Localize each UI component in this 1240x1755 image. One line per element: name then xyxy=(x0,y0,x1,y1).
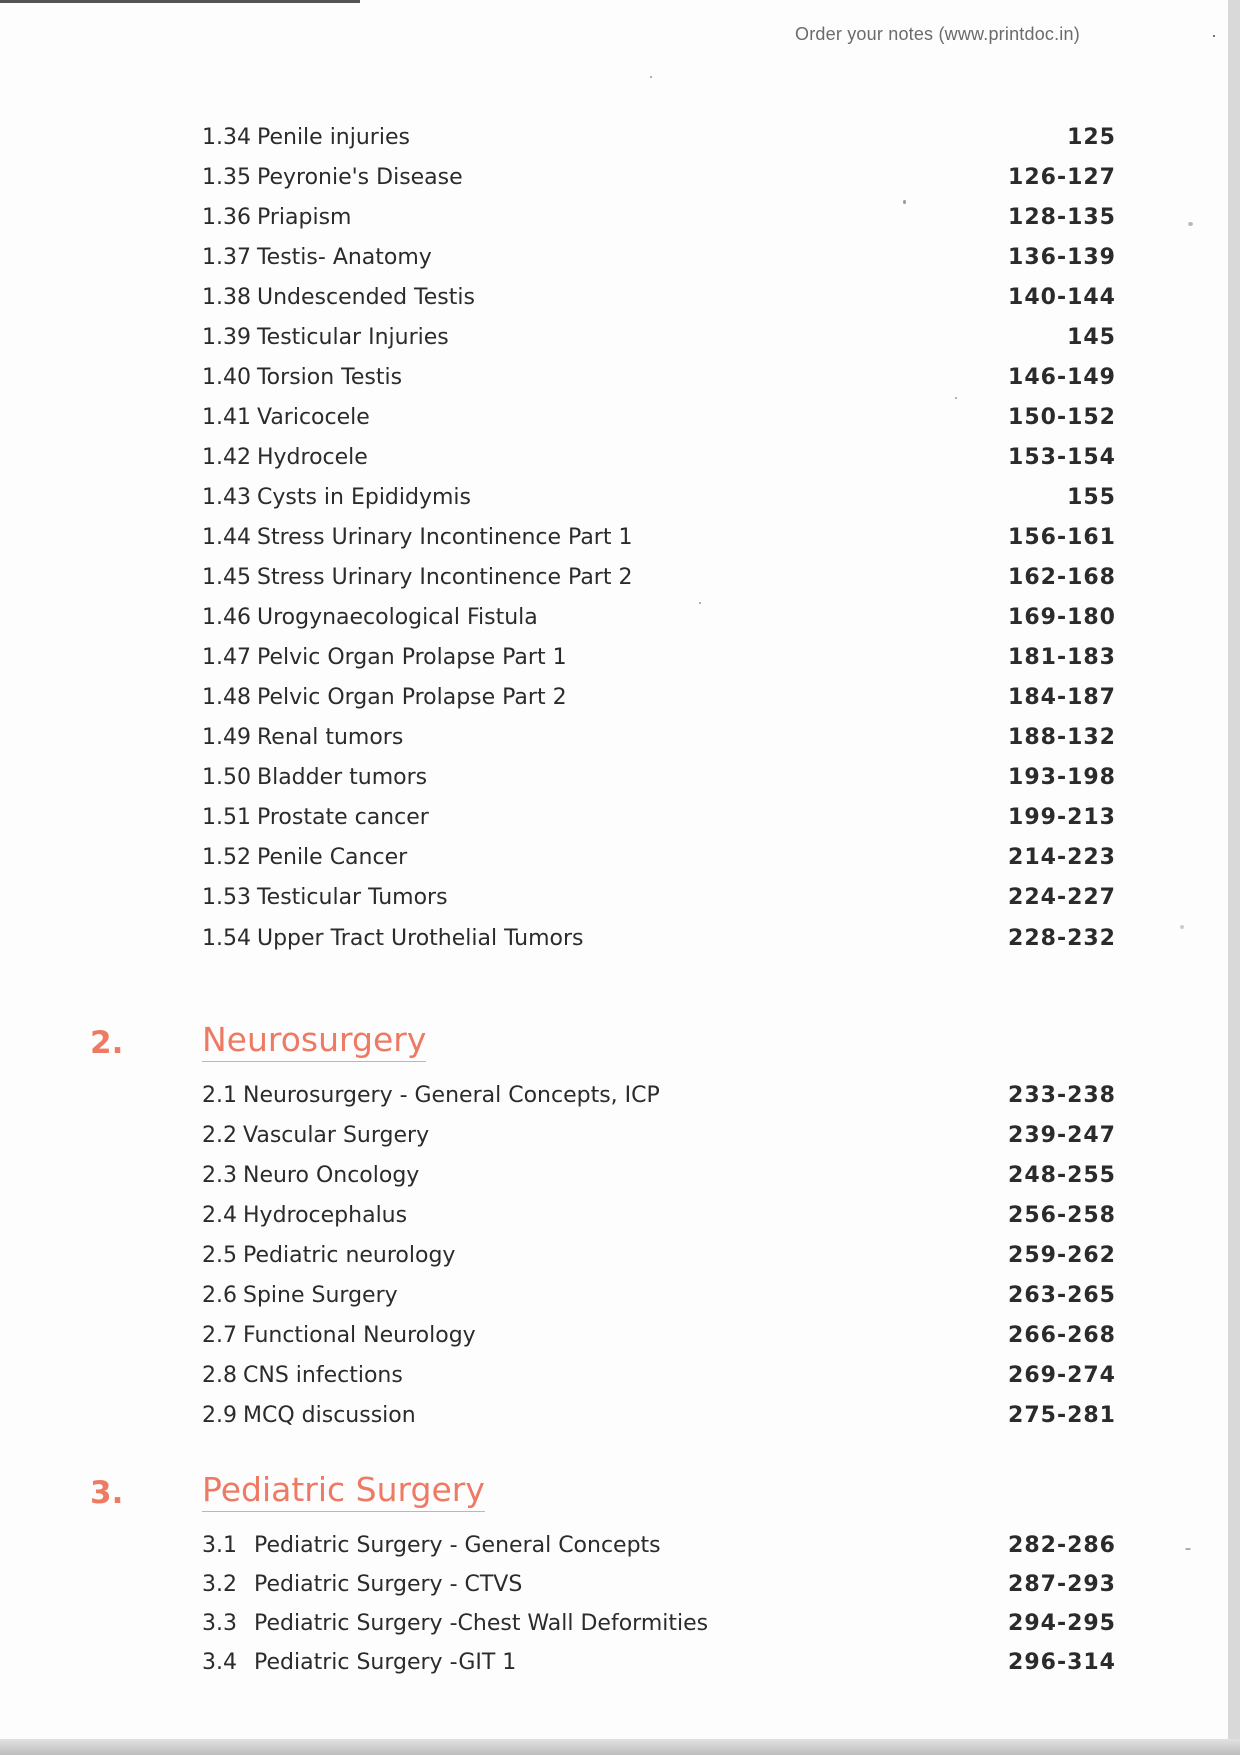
toc-row xyxy=(202,1118,1116,1154)
header-note: Order your notes (www.printdoc.in) xyxy=(795,24,1080,44)
toc-row xyxy=(202,480,1116,516)
toc-title: Priapism xyxy=(256,205,352,230)
toc-pages: 153-154 xyxy=(1008,445,1116,470)
toc-title: Testicular Tumors xyxy=(256,885,448,910)
toc-title: Testicular Injuries xyxy=(256,325,449,350)
toc-number: 3.4 xyxy=(202,1650,237,1675)
toc-row xyxy=(202,800,1116,836)
toc-number: 1.38 xyxy=(202,285,251,310)
toc-number: 1.42 xyxy=(202,445,251,470)
scan-speck xyxy=(903,200,906,204)
toc-title: Pediatric neurology xyxy=(243,1243,456,1268)
toc-row xyxy=(202,1238,1116,1274)
toc-pages: 275-281 xyxy=(1008,1403,1116,1428)
toc-number: 2.8 xyxy=(202,1363,237,1388)
toc-pages: 150-152 xyxy=(1008,405,1116,430)
toc-pages: 269-274 xyxy=(1008,1363,1116,1388)
toc-title: MCQ discussion xyxy=(243,1403,416,1428)
toc-pages: 282-286 xyxy=(1008,1533,1116,1558)
toc-pages: 188-132 xyxy=(1008,725,1116,750)
toc-pages: 193-198 xyxy=(1008,765,1116,790)
toc-row xyxy=(202,1158,1116,1194)
toc-pages: 145 xyxy=(1067,325,1116,350)
toc-number: 1.37 xyxy=(202,245,251,270)
toc-pages: 156-161 xyxy=(1008,525,1116,550)
toc-pages: 239-247 xyxy=(1008,1123,1116,1148)
scan-right-edge xyxy=(1228,0,1240,1755)
toc-row xyxy=(202,1078,1116,1114)
section-title: Pediatric Surgery xyxy=(202,1470,485,1512)
toc-row xyxy=(202,1528,1116,1564)
toc-number: 2.3 xyxy=(202,1163,237,1188)
toc-pages: 296-314 xyxy=(1008,1650,1116,1675)
toc-row xyxy=(202,880,1116,916)
toc-row xyxy=(202,640,1116,676)
toc-title: Penile Cancer xyxy=(256,845,408,870)
toc-row xyxy=(202,360,1116,396)
toc-title: Stress Urinary Incontinence Part 1 xyxy=(256,525,633,550)
toc-number: 1.43 xyxy=(202,485,251,510)
toc-row xyxy=(202,1398,1116,1434)
toc-title: Urogynaecological Fistula xyxy=(256,605,538,630)
toc-row xyxy=(202,680,1116,716)
toc-title: Prostate cancer xyxy=(256,805,429,830)
toc-title: Penile injuries xyxy=(256,125,410,150)
toc-row xyxy=(202,120,1116,156)
toc-row xyxy=(202,1567,1116,1603)
section-title: Neurosurgery xyxy=(202,1020,426,1062)
toc-title: Pediatric Surgery -Chest Wall Deformities xyxy=(254,1611,709,1636)
toc-number: 1.46 xyxy=(202,605,251,630)
toc-number: 2.2 xyxy=(202,1123,237,1148)
toc-pages: 125 xyxy=(1067,125,1116,150)
scan-speck xyxy=(955,397,957,399)
toc-title: Torsion Testis xyxy=(256,365,403,390)
toc-number: 1.34 xyxy=(202,125,251,150)
section-number: 2. xyxy=(90,1025,124,1061)
toc-row xyxy=(202,1278,1116,1314)
toc-pages: 181-183 xyxy=(1008,645,1116,670)
toc-number: 1.51 xyxy=(202,805,251,830)
toc-title: Pelvic Organ Prolapse Part 1 xyxy=(256,645,567,670)
toc-pages: 228-232 xyxy=(1008,926,1116,951)
toc-pages: 224-227 xyxy=(1008,885,1116,910)
toc-row xyxy=(202,1606,1116,1642)
toc-pages: 162-168 xyxy=(1008,565,1116,590)
toc-pages: 266-268 xyxy=(1008,1323,1116,1348)
scan-speck xyxy=(1213,35,1215,37)
toc-number: 1.44 xyxy=(202,525,251,550)
toc-pages: 263-265 xyxy=(1008,1283,1116,1308)
toc-title: Hydrocele xyxy=(256,445,368,470)
toc-number: 1.48 xyxy=(202,685,251,710)
toc-row xyxy=(202,760,1116,796)
toc-title: Pediatric Surgery - General Concepts xyxy=(254,1533,661,1558)
toc-pages: 140-144 xyxy=(1008,285,1116,310)
toc-title: Peyronie's Disease xyxy=(256,165,463,190)
toc-title: Vascular Surgery xyxy=(243,1123,430,1148)
scan-speck xyxy=(699,602,701,604)
toc-number: 1.47 xyxy=(202,645,251,670)
scan-speck xyxy=(1188,222,1193,226)
toc-title: Pediatric Surgery -GIT 1 xyxy=(254,1650,517,1675)
toc-number: 2.4 xyxy=(202,1203,237,1228)
toc-pages: 214-223 xyxy=(1008,845,1116,870)
toc-number: 2.6 xyxy=(202,1283,237,1308)
toc-number: 1.49 xyxy=(202,725,251,750)
toc-number: 1.53 xyxy=(202,885,251,910)
toc-title: Bladder tumors xyxy=(256,765,428,790)
toc-pages: 259-262 xyxy=(1008,1243,1116,1268)
toc-pages: 126-127 xyxy=(1008,165,1116,190)
toc-row xyxy=(202,200,1116,236)
toc-row xyxy=(202,400,1116,436)
toc-row xyxy=(202,1645,1116,1681)
toc-number: 2.1 xyxy=(202,1083,237,1108)
toc-pages: 146-149 xyxy=(1008,365,1116,390)
toc-number: 3.3 xyxy=(202,1611,237,1636)
toc-number: 1.52 xyxy=(202,845,251,870)
toc-number: 3.1 xyxy=(202,1533,237,1558)
toc-pages: 128-135 xyxy=(1008,205,1116,230)
toc-number: 1.45 xyxy=(202,565,251,590)
toc-row xyxy=(202,1198,1116,1234)
toc-pages: 294-295 xyxy=(1008,1611,1116,1636)
toc-row xyxy=(202,921,1116,957)
toc-title: Hydrocephalus xyxy=(243,1203,408,1228)
toc-title: Neuro Oncology xyxy=(243,1163,420,1188)
toc-number: 1.50 xyxy=(202,765,251,790)
toc-row xyxy=(202,440,1116,476)
toc-title: Pelvic Organ Prolapse Part 2 xyxy=(256,685,567,710)
toc-title: Testis- Anatomy xyxy=(256,245,432,270)
scan-bottom-edge xyxy=(0,1739,1240,1755)
toc-pages: 155 xyxy=(1067,485,1116,510)
toc-pages: 248-255 xyxy=(1008,1163,1116,1188)
toc-row xyxy=(202,600,1116,636)
toc-row xyxy=(202,240,1116,276)
scan-speck xyxy=(1185,1548,1191,1550)
scan-speck xyxy=(650,76,652,78)
toc-number: 2.9 xyxy=(202,1403,237,1428)
toc-title: Stress Urinary Incontinence Part 2 xyxy=(256,565,633,590)
toc-number: 2.5 xyxy=(202,1243,237,1268)
toc-pages: 233-238 xyxy=(1008,1083,1116,1108)
toc-title: Renal tumors xyxy=(256,725,404,750)
toc-title: Upper Tract Urothelial Tumors xyxy=(256,926,584,951)
toc-row xyxy=(202,280,1116,316)
toc-title: Pediatric Surgery - CTVS xyxy=(254,1572,523,1597)
toc-row xyxy=(202,560,1116,596)
toc-number: 3.2 xyxy=(202,1572,237,1597)
toc-row xyxy=(202,320,1116,356)
section-number: 3. xyxy=(90,1475,124,1511)
toc-row xyxy=(202,840,1116,876)
toc-number: 1.39 xyxy=(202,325,251,350)
toc-row xyxy=(202,1358,1116,1394)
toc-pages: 169-180 xyxy=(1008,605,1116,630)
toc-title: Neurosurgery - General Concepts, ICP xyxy=(243,1083,660,1108)
toc-number: 1.54 xyxy=(202,926,251,951)
toc-title: Varicocele xyxy=(256,405,370,430)
toc-title: CNS infections xyxy=(243,1363,403,1388)
toc-number: 1.41 xyxy=(202,405,251,430)
toc-row xyxy=(202,160,1116,196)
toc-row xyxy=(202,520,1116,556)
scan-top-edge xyxy=(0,0,360,3)
toc-title: Functional Neurology xyxy=(243,1323,476,1348)
toc-row xyxy=(202,1318,1116,1354)
scan-speck xyxy=(1180,925,1184,929)
toc-pages: 287-293 xyxy=(1008,1572,1116,1597)
toc-row xyxy=(202,720,1116,756)
toc-pages: 199-213 xyxy=(1008,805,1116,830)
toc-title: Spine Surgery xyxy=(243,1283,398,1308)
toc-title: Cysts in Epididymis xyxy=(256,485,472,510)
toc-pages: 136-139 xyxy=(1008,245,1116,270)
toc-title: Undescended Testis xyxy=(256,285,475,310)
toc-pages: 256-258 xyxy=(1008,1203,1116,1228)
toc-number: 1.36 xyxy=(202,205,251,230)
toc-number: 2.7 xyxy=(202,1323,237,1348)
toc-pages: 184-187 xyxy=(1008,685,1116,710)
toc-number: 1.35 xyxy=(202,165,251,190)
toc-number: 1.40 xyxy=(202,365,251,390)
